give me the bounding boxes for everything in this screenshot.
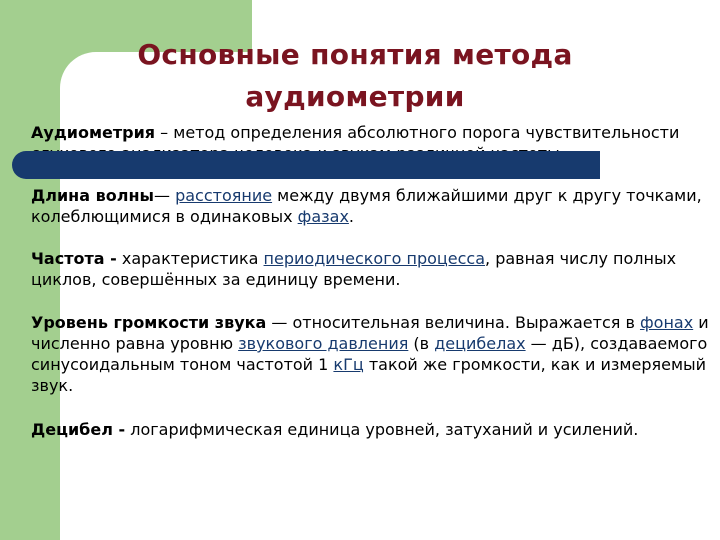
definition-text: логарифмическая единица уровней, затуханий и усилений. [125, 420, 639, 439]
definition-text: — дБ), создаваемого синусоидальным тоном частотой 1 [31, 334, 708, 374]
definition-text: — [153, 186, 176, 205]
definition-text: — относительная величина. Выражается в [266, 313, 640, 332]
term-decibel: Децибел - [31, 420, 126, 439]
definition-text: , равная числу полных циклов, совершённых за единицу времени. [31, 249, 677, 289]
term-audiometry: Аудиометрия [31, 123, 156, 142]
definition-text: . [348, 207, 354, 226]
link-sound-pressure[interactable]: звукового давления [238, 334, 409, 353]
title-line-1: Основные понятия метода [137, 38, 573, 71]
link-phases[interactable]: фазах [297, 207, 349, 226]
link-khz[interactable]: кГц [333, 355, 364, 374]
link-phons[interactable]: фонах [639, 313, 694, 332]
definition-text: между двумя ближайшими друг к другу точками, колеблющимися в одинаковых [31, 186, 702, 226]
link-periodic-process[interactable]: периодического процесса [263, 249, 486, 268]
title-line-2: аудиометрии [245, 80, 465, 113]
definition-text: характеристика [116, 249, 264, 268]
link-decibels[interactable]: децибелах [434, 334, 526, 353]
link-distance[interactable]: расстояние [175, 186, 273, 205]
definition-text: такой же громкости, как и измеряемый звук. [31, 355, 707, 395]
definition-frequency [31, 248, 711, 290]
definition-text: – метод определения абсолютного порога чувствительности [160, 123, 680, 142]
definition-decibel [31, 419, 711, 440]
slide-title [60, 34, 650, 118]
term-frequency: Частота - [31, 249, 117, 268]
term-wavelength: Длина волны [31, 186, 154, 205]
decorative-blue-band [12, 151, 600, 179]
term-loudness: Уровень громкости звука [31, 313, 267, 332]
definition-loudness [31, 312, 711, 396]
definition-text: и численно равна уровню [31, 313, 709, 353]
definition-text: (в [408, 334, 435, 353]
definition-wavelength [31, 185, 711, 227]
